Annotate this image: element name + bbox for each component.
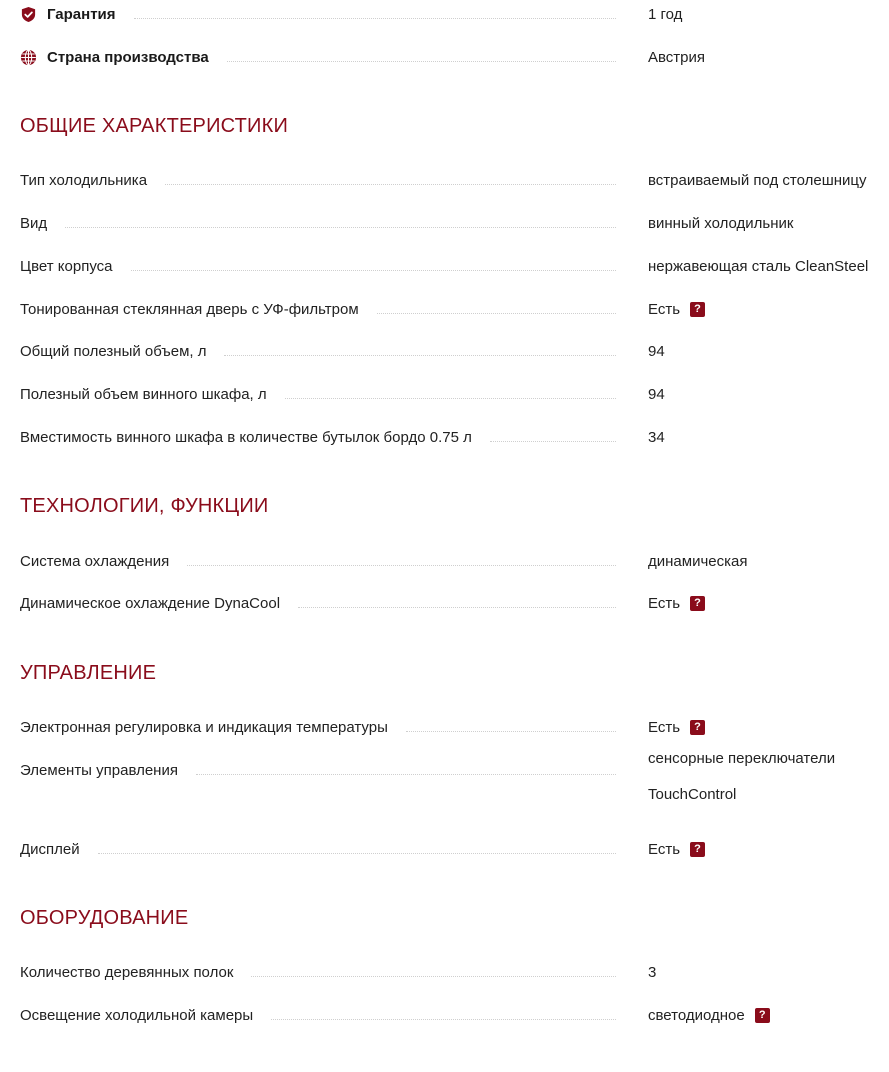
dotted-leader	[227, 61, 616, 62]
spec-label: Вид	[20, 214, 48, 232]
dotted-leader	[285, 398, 616, 399]
spec-label: Вместимость винного шкафа в количестве бутылок бордо 0.75 л	[20, 428, 472, 446]
spec-value: динамическая	[648, 552, 748, 570]
spec-value-line: TouchControl	[648, 786, 737, 803]
dotted-leader	[131, 270, 617, 271]
spec-value: Австрия	[648, 48, 706, 66]
spec-label: Цвет корпуса	[20, 257, 113, 275]
spec-row	[20, 1004, 880, 1026]
spec-row	[20, 255, 880, 277]
dotted-leader	[224, 355, 616, 356]
spec-label: Динамическое охлаждение DynaCool	[20, 594, 281, 612]
spec-row	[20, 212, 880, 234]
dotted-leader	[271, 1019, 616, 1020]
section-title-technologies: ТЕХНОЛОГИИ, ФУНКЦИИ	[20, 495, 269, 517]
spec-value: 1 год	[648, 5, 683, 23]
dotted-leader	[134, 18, 616, 19]
spec-value: 94	[648, 342, 665, 360]
section-title-general: ОБЩИЕ ХАРАКТЕРИСТИКИ	[20, 115, 289, 137]
help-icon[interactable]: ?	[755, 1008, 770, 1023]
spec-row	[20, 298, 880, 320]
spec-value: винный холодильник	[648, 214, 794, 232]
spec-value: светодиодное	[648, 1006, 745, 1024]
dotted-leader	[406, 731, 616, 732]
spec-row	[20, 426, 880, 448]
spec-value: 3	[648, 963, 657, 981]
dotted-leader	[196, 774, 616, 775]
spec-label: Освещение холодильной камеры	[20, 1006, 254, 1024]
shield-check-icon	[20, 6, 37, 23]
help-icon[interactable]: ?	[690, 720, 705, 735]
dotted-leader	[98, 853, 616, 854]
globe-icon	[20, 49, 37, 66]
spec-value-line: сенсорные переключатели	[648, 750, 836, 767]
spec-label: Количество деревянных полок	[20, 963, 234, 981]
spec-row	[20, 550, 880, 572]
spec-label: Общий полезный объем, л	[20, 342, 207, 360]
help-icon[interactable]: ?	[690, 302, 705, 317]
spec-row	[20, 592, 880, 614]
dotted-leader	[298, 607, 616, 608]
spec-label: Тип холодильника	[20, 171, 148, 189]
section-title-controls: УПРАВЛЕНИЕ	[20, 662, 157, 684]
spec-label: Тонированная стеклянная дверь с УФ-фильтром	[20, 300, 359, 318]
dotted-leader	[251, 976, 616, 977]
section-title-equipment: ОБОРУДОВАНИЕ	[20, 907, 189, 929]
spec-label: Гарантия	[47, 5, 116, 23]
spec-label: Элементы управления	[20, 761, 178, 779]
help-icon[interactable]: ?	[690, 596, 705, 611]
spec-row	[20, 961, 880, 983]
help-icon[interactable]: ?	[690, 842, 705, 857]
spec-row	[20, 716, 880, 738]
spec-value: 94	[648, 385, 665, 403]
spec-row	[20, 383, 880, 405]
dotted-leader	[65, 227, 616, 228]
spec-label: Страна производства	[47, 48, 209, 66]
spec-value: Есть	[648, 718, 681, 736]
spec-value: нержавеющая сталь CleanSteel	[648, 257, 869, 275]
spec-row	[20, 340, 880, 362]
spec-value: Есть	[648, 840, 681, 858]
spec-label: Дисплей	[20, 840, 80, 858]
spec-row	[20, 169, 880, 191]
dotted-leader	[165, 184, 616, 185]
dotted-leader	[490, 441, 616, 442]
dotted-leader	[377, 313, 616, 314]
spec-row-country	[20, 46, 880, 68]
spec-label: Электронная регулировка и индикация температуры	[20, 718, 388, 736]
spec-value: встраиваемый под столешницу	[648, 171, 867, 189]
spec-value: Есть	[648, 594, 681, 612]
spec-label: Система охлаждения	[20, 552, 170, 570]
dotted-leader	[187, 565, 616, 566]
spec-row-warranty	[20, 3, 880, 25]
spec-row	[20, 750, 880, 803]
spec-value: Есть	[648, 300, 681, 318]
spec-label: Полезный объем винного шкафа, л	[20, 385, 267, 403]
spec-value: 34	[648, 428, 665, 446]
spec-row	[20, 838, 880, 860]
